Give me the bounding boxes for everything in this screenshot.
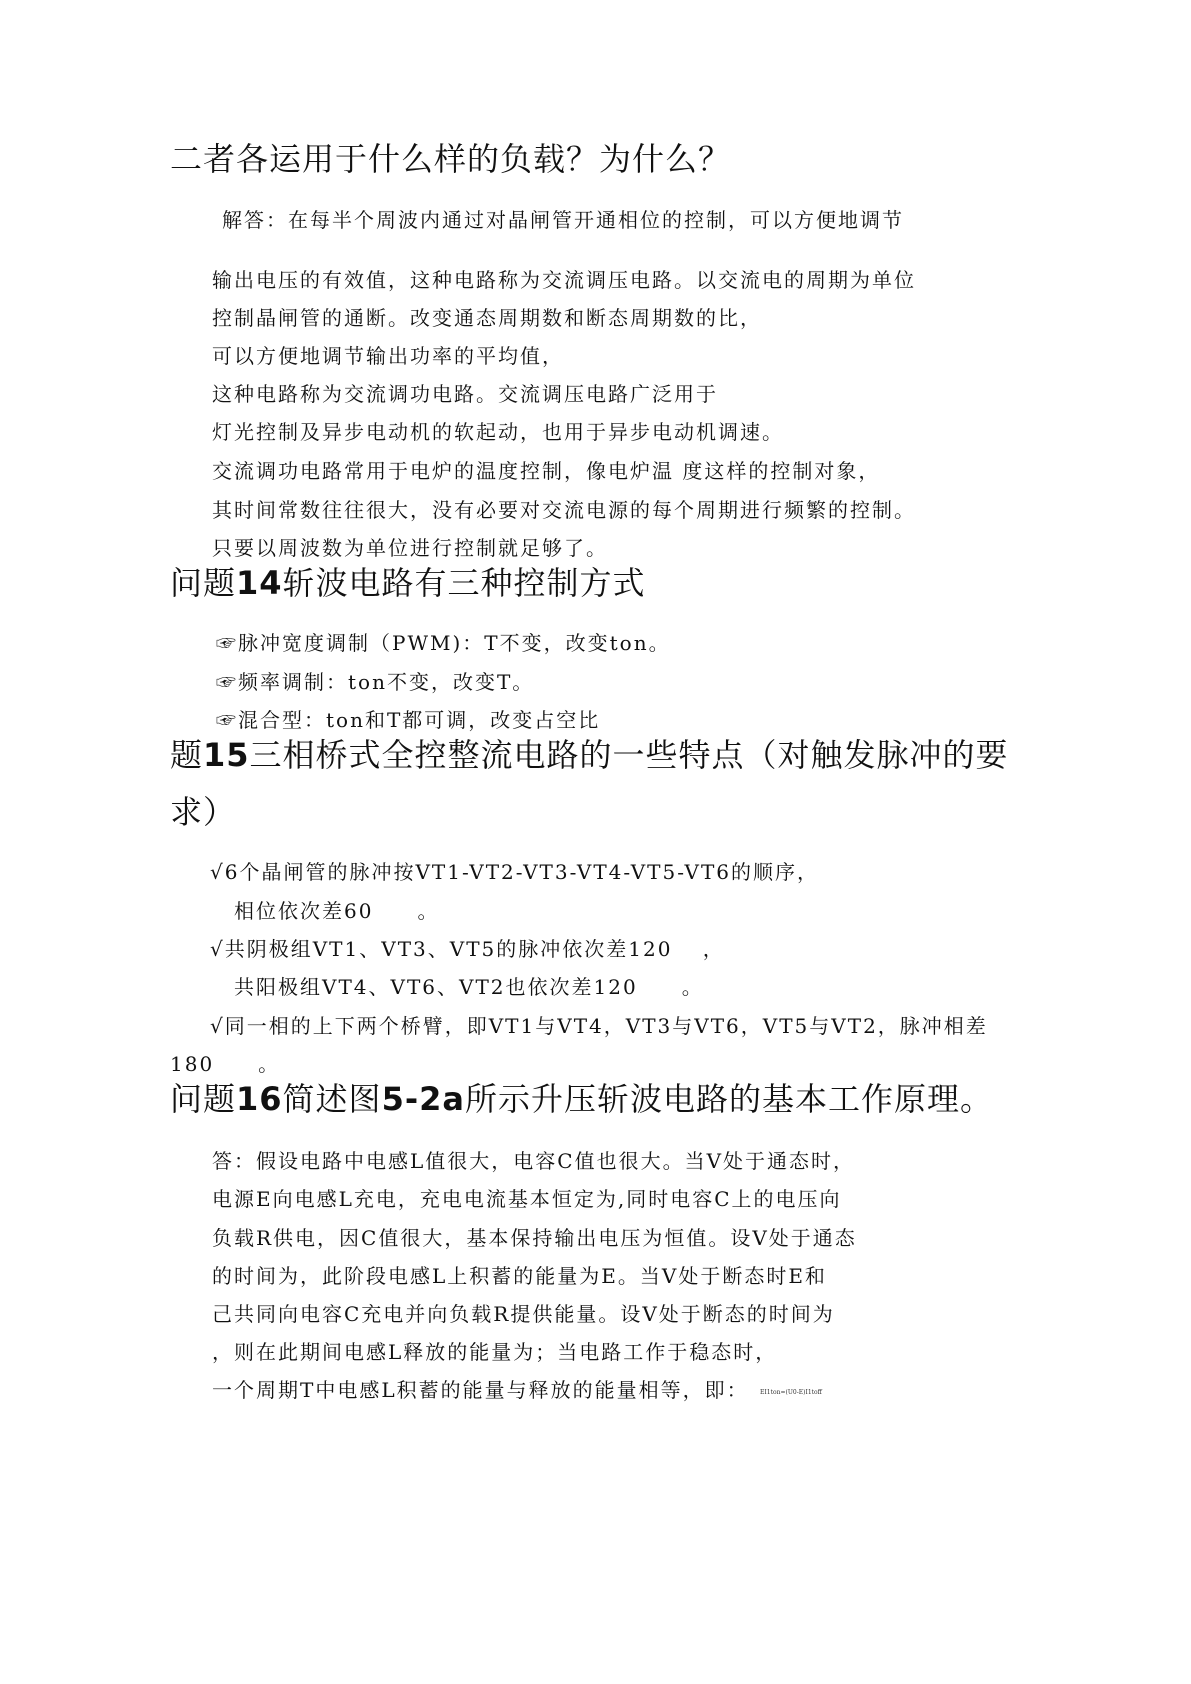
answer-ac-line-2: 输出电压的有效值，这种电路称为交流调压电路。以交流电的周期为单位 [212, 268, 916, 292]
heading-q15-number: 15 [203, 736, 250, 774]
q15-item-3-cont: 180 。 [170, 1052, 281, 1076]
heading-q14-number: 14 [236, 564, 283, 602]
answer-ac-line-3: 控制晶闸管的通断。改变通态周期数和断态周期数的比， [212, 306, 762, 330]
q15-item-2-cont: 共阳极组VT4、VT6、VT2也依次差120 。 [234, 975, 704, 999]
q16-answer-line-4: 的时间为，此阶段电感L上积蓄的能量为E。当V处于断态时E和 [212, 1264, 827, 1288]
q16-answer-line-7: 一个周期T中电感L积蓄的能量与释放的能量相等，即： [212, 1378, 749, 1402]
answer-ac-line-6: 灯光控制及异步电动机的软起动，也用于异步电动机调速。 [212, 420, 784, 444]
heading-q16-figure: 5-2a [381, 1080, 465, 1118]
answer-ac-line-7: 交流调功电路常用于电炉的温度控制，像电炉温 度这样的控制对象， [212, 459, 881, 483]
heading-top: 二者各运用于什么样的负载？为什么？ [170, 140, 732, 178]
q15-item-1-cont: 相位依次差60 。 [234, 899, 440, 923]
heading-q14-text: 斩波电路有三种控制方式 [282, 564, 646, 602]
heading-q15-continued: 求） [170, 793, 237, 831]
heading-q14-prefix: 问题 [170, 564, 237, 602]
heading-q16-prefix: 问题 [170, 1080, 237, 1118]
q16-answer-line-3: 负载R供电，因C值很大，基本保持输出电压为恒值。设V处于通态 [212, 1226, 857, 1250]
q16-answer-line-6: ，则在此期间电感L释放的能量为；当电路工作于稳态时， [212, 1340, 778, 1364]
q16-answer-line-2: 电源E向电感L充电，充电电流基本恒定为,同时电容C上的电压向 [212, 1187, 842, 1211]
heading-q16-mid: 简述图 [282, 1080, 382, 1118]
heading-q16-number: 16 [236, 1080, 283, 1118]
answer-ac-line-9: 只要以周波数为单位进行控制就足够了。 [212, 536, 608, 560]
q16-answer-line-5: 己共同向电容C充电并向负载R提供能量。设V处于断态的时间为 [212, 1302, 835, 1326]
energy-balance-formula: EI1ton=(U0-E)I1toff [760, 1389, 822, 1396]
heading-q15 [170, 736, 1009, 774]
q15-item-2: √共阴极组VT1、VT3、VT5的脉冲依次差120 ， [210, 937, 725, 961]
heading-q14 [170, 564, 646, 602]
q14-item-frequency: ☞频率调制：ton不变，改变T。 [216, 670, 535, 694]
q15-item-1: √6个晶闸管的脉冲按VT1-VT2-VT3-VT4-VT5-VT6的顺序， [210, 860, 820, 884]
q16-answer-line-1: 答：假设电路中电感L值很大，电容C值也很大。当V处于通态时， [212, 1149, 856, 1173]
answer-ac-line-8: 其时间常数往往很大，没有必要对交流电源的每个周期进行频繁的控制。 [212, 498, 916, 522]
answer-ac-line-1: 解答：在每半个周波内通过对晶闸管开通相位的控制，可以方便地调节 [222, 208, 904, 232]
heading-q16-text: 所示升压斩波电路的基本工作原理。 [464, 1080, 993, 1118]
q14-item-mixed: ☞混合型：ton和T都可调，改变占空比 [216, 708, 601, 732]
q14-item-pwm: ☞脉冲宽度调制（PWM)：T不变，改变ton。 [216, 631, 671, 655]
answer-ac-line-5: 这种电路称为交流调功电路。交流调压电路广泛用于 [212, 382, 718, 406]
heading-q15-text: 三相桥式全控整流电路的一些特点（对触发脉冲的要 [249, 736, 1009, 774]
q15-item-3: √同一相的上下两个桥臂，即VT1与VT4，VT3与VT6，VT5与VT2，脉冲相差 [210, 1014, 988, 1038]
heading-q15-prefix: 题 [170, 736, 204, 774]
answer-ac-line-4: 可以方便地调节输出功率的平均值， [212, 344, 564, 368]
heading-q16 [170, 1080, 993, 1118]
